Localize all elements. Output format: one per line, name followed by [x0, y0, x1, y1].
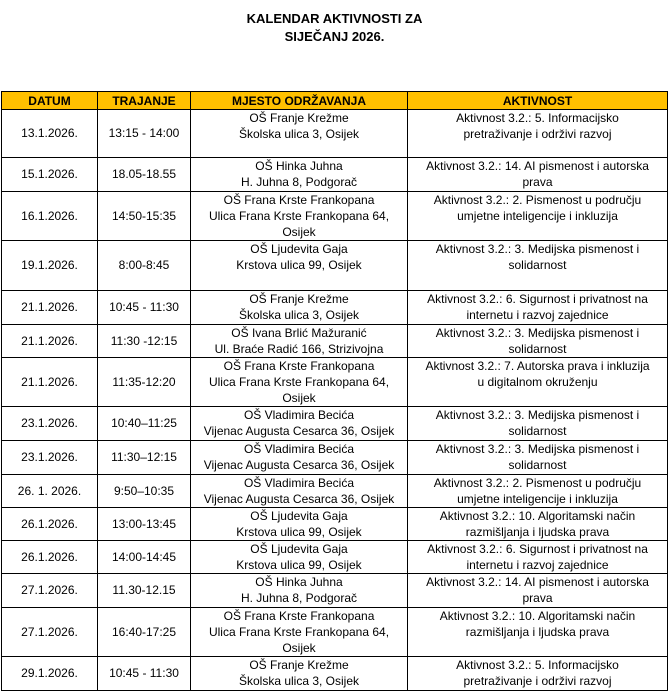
place-line: OŠ Ivana Brlić Mažuranić [231, 326, 367, 340]
activity-line: razmišljanja i ljudska prava [465, 525, 610, 539]
table-row [2, 358, 668, 407]
cell-place [191, 475, 408, 508]
place-line: Krstova ulica 99, Osijek [236, 558, 362, 572]
cell-place [191, 407, 408, 441]
cell-place [191, 241, 408, 291]
activity-line: Aktivnost 3.2.: 6. Sigurnost i privatnost na [427, 292, 648, 306]
title-line-1: KALENDAR AKTIVNOSTI ZA [246, 11, 423, 26]
place-line: Školska ulica 3, Osijek [238, 127, 360, 141]
activity-line: u digitalnom okruženju [477, 375, 598, 389]
cell-date: 27.1.2026. [2, 574, 98, 608]
cell-date: 23.1.2026. [2, 407, 98, 441]
place-line: OŠ Frana Krste Frankopana [223, 193, 375, 207]
cell-date: 21.1.2026. [2, 325, 98, 358]
activity-line: Aktivnost 3.2.: 2. Pismenost u području [433, 193, 642, 207]
place-line: OŠ Vladimira Becića [243, 476, 355, 490]
cell-activity [408, 110, 668, 158]
activity-line: Aktivnost 3.2.: 14. AI pismenost i autorska [426, 159, 649, 173]
activity-line: Aktivnost 3.2.: 7. Autorska prava i inkluzija [425, 359, 650, 373]
activity-line: Aktivnost 3.2.: 5. Informacijsko [456, 111, 619, 125]
cell-date: 16.1.2026. [2, 192, 98, 241]
table-row [2, 110, 668, 158]
activity-line: Aktivnost 3.2.: 5. Informacijsko [456, 658, 619, 672]
table-row [2, 291, 668, 325]
cell-date: 26. 1. 2026. [2, 475, 98, 508]
table-row [2, 574, 668, 608]
cell-activity [408, 441, 668, 475]
place-line: OŠ Vladimira Becića [243, 408, 355, 422]
cell-place [191, 508, 408, 541]
place-line: OŠ Frana Krste Frankopana [223, 609, 375, 623]
cell-time: 18.05-18.55 [98, 158, 191, 192]
cell-date: 15.1.2026. [2, 158, 98, 192]
table-row [2, 441, 668, 475]
place-line: Vijenac Augusta Cesarca 36, Osijek [203, 424, 395, 438]
place-line: OŠ Frana Krste Frankopana [223, 359, 375, 373]
place-line: Školska ulica 3, Osijek [238, 674, 360, 688]
place-line: Osijek [282, 641, 316, 655]
table-row [2, 407, 668, 441]
table-row [2, 325, 668, 358]
header-datum: DATUM [2, 92, 98, 110]
activity-line: solidarnost [508, 458, 567, 472]
cell-date: 21.1.2026. [2, 291, 98, 325]
place-line: OŠ Hinka Juhna [255, 575, 343, 589]
cell-date: 26.1.2026. [2, 508, 98, 541]
title-line-2: SIJEČANJ 2026. [284, 29, 385, 44]
activity-line: umjetne inteligencije i inkluzija [457, 209, 618, 223]
cell-time: 14:50-15:35 [98, 192, 191, 241]
cell-place [191, 441, 408, 475]
cell-place [191, 358, 408, 407]
table-row [2, 508, 668, 541]
place-line: OŠ Franje Krežme [249, 292, 349, 306]
activity-line: Aktivnost 3.2.: 2. Pismenost u području [433, 476, 642, 490]
place-line: Osijek [282, 391, 316, 405]
place-line: Ul. Braće Radić 166, Strizivojna [214, 342, 384, 356]
place-line: OŠ Ljudevita Gaja [250, 542, 348, 556]
activity-line: pretraživanje i održivi razvoj [463, 674, 612, 688]
place-line: Ulica Frana Krste Frankopana 64, [208, 375, 390, 389]
cell-place [191, 657, 408, 691]
place-line: OŠ Franje Krežme [249, 111, 349, 125]
cell-date: 13.1.2026. [2, 110, 98, 158]
cell-place [191, 192, 408, 241]
cell-time: 11:35-12:20 [98, 358, 191, 407]
place-line: OŠ Ljudevita Gaja [250, 509, 348, 523]
cell-activity [408, 608, 668, 657]
activity-line: Aktivnost 3.2.: 14. AI pismenost i autorska [426, 575, 649, 589]
cell-activity [408, 192, 668, 241]
cell-time: 8:00-8:45 [98, 241, 191, 291]
cell-time: 13:15 - 14:00 [98, 110, 191, 158]
cell-date: 26.1.2026. [2, 541, 98, 574]
place-line: Školska ulica 3, Osijek [238, 308, 360, 322]
cell-time: 13:00-13:45 [98, 508, 191, 541]
activity-line: Aktivnost 3.2.: 3. Medijska pismenost i [435, 242, 640, 256]
cell-time: 16:40-17:25 [98, 608, 191, 657]
activity-line: prava [522, 591, 553, 605]
cell-time: 9:50–10:35 [98, 475, 191, 508]
place-line: H. Juhna 8, Podgorač [240, 591, 358, 605]
cell-activity [408, 358, 668, 407]
activity-line: Aktivnost 3.2.: 3. Medijska pismenost i [435, 326, 640, 340]
cell-activity [408, 657, 668, 691]
place-line: Ulica Frana Krste Frankopana 64, [208, 209, 390, 223]
place-line: Vijenac Augusta Cesarca 36, Osijek [203, 458, 395, 472]
header-mjesto: MJESTO ODRŽAVANJA [191, 92, 408, 110]
cell-time: 11:30 -12:15 [98, 325, 191, 358]
cell-place [191, 325, 408, 358]
place-line: Krstova ulica 99, Osijek [236, 525, 362, 539]
activity-line: pretraživanje i održivi razvoj [463, 127, 612, 141]
cell-activity [408, 475, 668, 508]
place-line: Krstova ulica 99, Osijek [236, 258, 362, 272]
cell-time: 11:30–12:15 [98, 441, 191, 475]
place-line: OŠ Franje Krežme [249, 658, 349, 672]
header-trajanje: TRAJANJE [98, 92, 191, 110]
cell-place [191, 541, 408, 574]
cell-time: 14:00-14:45 [98, 541, 191, 574]
cell-time: 10:45 - 11:30 [98, 657, 191, 691]
place-line: Vijenac Augusta Cesarca 36, Osijek [203, 492, 395, 506]
cell-date: 27.1.2026. [2, 608, 98, 657]
table-row [2, 192, 668, 241]
activity-line: Aktivnost 3.2.: 6. Sigurnost i privatnost na [427, 542, 648, 556]
activity-line: solidarnost [508, 342, 567, 356]
cell-time: 10:40–11:25 [98, 407, 191, 441]
cell-place [191, 574, 408, 608]
activity-line: internetu i razvoj zajednice [466, 308, 609, 322]
cell-activity [408, 574, 668, 608]
activity-line: solidarnost [508, 258, 567, 272]
cell-place [191, 110, 408, 158]
place-line: Ulica Frana Krste Frankopana 64, [208, 625, 390, 639]
cell-place [191, 158, 408, 192]
place-line: Osijek [282, 225, 316, 239]
place-line: OŠ Hinka Juhna [255, 159, 343, 173]
activity-line: umjetne inteligencije i inkluzija [457, 492, 618, 506]
cell-activity [408, 241, 668, 291]
activity-line: Aktivnost 3.2.: 10. Algoritamski način [439, 509, 636, 523]
activity-line: solidarnost [508, 424, 567, 438]
cell-date: 21.1.2026. [2, 358, 98, 407]
cell-time: 10:45 - 11:30 [98, 291, 191, 325]
activity-calendar-table [1, 91, 668, 691]
activity-line: Aktivnost 3.2.: 3. Medijska pismenost i [435, 408, 640, 422]
activity-line: Aktivnost 3.2.: 10. Algoritamski način [439, 609, 636, 623]
cell-activity [408, 541, 668, 574]
cell-date: 23.1.2026. [2, 441, 98, 475]
table-row [2, 608, 668, 657]
cell-date: 29.1.2026. [2, 657, 98, 691]
header-row [2, 92, 668, 110]
header-aktivnost: AKTIVNOST [408, 92, 668, 110]
table-row [2, 657, 668, 691]
place-line: H. Juhna 8, Podgorač [240, 175, 358, 189]
cell-place [191, 608, 408, 657]
cell-activity [408, 325, 668, 358]
table-row [2, 541, 668, 574]
cell-activity [408, 291, 668, 325]
cell-activity [408, 508, 668, 541]
place-line: OŠ Ljudevita Gaja [250, 242, 348, 256]
document-title [0, 10, 669, 46]
place-line: OŠ Vladimira Becića [243, 442, 355, 456]
activity-line: Aktivnost 3.2.: 3. Medijska pismenost i [435, 442, 640, 456]
table-row [2, 158, 668, 192]
cell-date: 19.1.2026. [2, 241, 98, 291]
cell-activity [408, 407, 668, 441]
table-row [2, 241, 668, 291]
activity-line: prava [522, 175, 553, 189]
cell-activity [408, 158, 668, 192]
cell-place [191, 291, 408, 325]
cell-time: 11.30-12.15 [98, 574, 191, 608]
activity-line: razmišljanja i ljudska prava [465, 625, 610, 639]
activity-line: internetu i razvoj zajednice [466, 558, 609, 572]
table-row [2, 475, 668, 508]
